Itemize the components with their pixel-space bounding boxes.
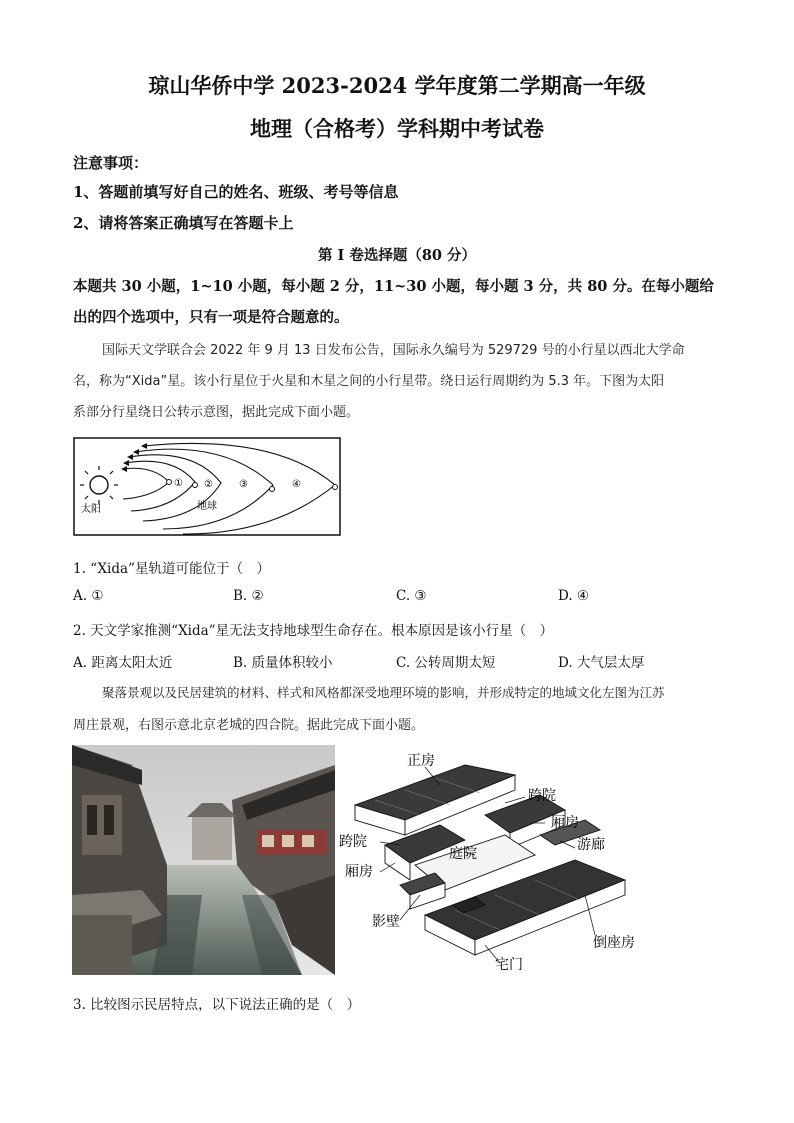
question-1-option-b[interactable]: B. ② bbox=[233, 588, 264, 604]
passage1-line1: 国际天文学联合会 2022 年 9 月 13 日发布公告，国际永久编号为 529729 号的小行星以西北大学命 bbox=[102, 343, 685, 358]
beijing-siheyuan-diagram bbox=[339, 745, 645, 975]
question-1-stem: 1. “Xida”星轨道可能位于（ ） bbox=[73, 561, 270, 577]
question-3-stem: 3. 比较图示民居特点，以下说法正确的是（ ） bbox=[73, 997, 361, 1013]
orbit-lines bbox=[123, 443, 335, 534]
label-side-room-left: 厢房 bbox=[345, 864, 373, 880]
question-1-option-d[interactable]: D. ④ bbox=[558, 588, 590, 604]
question-2-option-c[interactable]: C. 公转周期太短 bbox=[396, 655, 496, 671]
label-front-room: 倒座房 bbox=[593, 935, 635, 951]
label-gate: 宅门 bbox=[495, 957, 523, 973]
passage1-line3: 系部分行星绕日公转示意图，据此完成下面小题。 bbox=[73, 405, 360, 420]
label-corridor: 游廊 bbox=[577, 837, 605, 853]
earth-label: 地球 bbox=[197, 501, 217, 512]
passage2-line2: 周庄景观，右图示意北京老城的四合院。据此完成下面小题。 bbox=[73, 718, 425, 733]
sun-icon bbox=[80, 466, 118, 504]
label-kuayuan-left: 跨院 bbox=[339, 834, 367, 850]
orbit-label-3: ③ bbox=[239, 479, 248, 490]
section-instruction-line1: 本题共 30 小题，1~10 小题，每小题 2 分，11~30 小题，每小题 3 分，共 80 分。在每小题给 bbox=[73, 278, 714, 295]
orbit-arrows bbox=[121, 443, 147, 472]
label-screen-wall: 影壁 bbox=[372, 914, 400, 930]
notice-heading: 注意事项： bbox=[73, 154, 149, 172]
sun-label: 太阳 bbox=[81, 504, 101, 515]
orbit-label-1: ① bbox=[174, 478, 183, 489]
question-1-option-c[interactable]: C. ③ bbox=[396, 588, 427, 604]
label-main-hall: 正房 bbox=[407, 753, 435, 769]
question-2-option-d[interactable]: D. 大气层太厚 bbox=[558, 655, 645, 671]
orbit-label-4: ④ bbox=[292, 479, 301, 490]
solar-system-orbit-diagram bbox=[73, 437, 343, 537]
orbit-label-2: ② bbox=[204, 479, 213, 490]
question-2-option-b[interactable]: B. 质量体积较小 bbox=[233, 655, 333, 671]
earth-marker bbox=[193, 483, 198, 488]
passage2-line1: 聚落景观以及民居建筑的材料、样式和风格都深受地理环境的影响，并形成特定的地域文化左图为江苏 bbox=[102, 685, 665, 700]
question-1-option-a[interactable]: A. ① bbox=[73, 588, 104, 604]
zhouzhuang-canal-photo bbox=[72, 745, 335, 975]
question-2-stem: 2. 天文学家推测“Xida”星无法支持地球型生命存在。根本原因是该小行星（ ） bbox=[73, 623, 554, 639]
label-kuayuan-right: 跨院 bbox=[528, 788, 556, 804]
exam-title-line1: 琼山华侨中学 2023-2024 学年度第二学期高一年级 bbox=[148, 73, 646, 98]
notice-item-1: 1、答题前填写好自己的姓名、班级、考号等信息 bbox=[73, 183, 399, 201]
section-instruction-line2: 出的四个选项中，只有一项是符合题意的。 bbox=[73, 309, 349, 326]
label-side-room-right: 厢房 bbox=[551, 815, 579, 831]
question-2-option-a[interactable]: A. 距离太阳太近 bbox=[73, 655, 173, 671]
passage1-line2: 名，称为“Xida”星。该小行星位于火星和木星之间的小行星带。绕日运行周期约为 5.3 年。下图为太阳 bbox=[73, 374, 665, 389]
label-courtyard: 庭院 bbox=[449, 846, 477, 862]
exam-title-line2: 地理（合格考）学科期中考试卷 bbox=[250, 116, 544, 141]
notice-item-2: 2、请将答案正确填写在答题卡上 bbox=[73, 214, 294, 232]
section-title: 第 I 卷选择题（80 分） bbox=[317, 247, 477, 264]
